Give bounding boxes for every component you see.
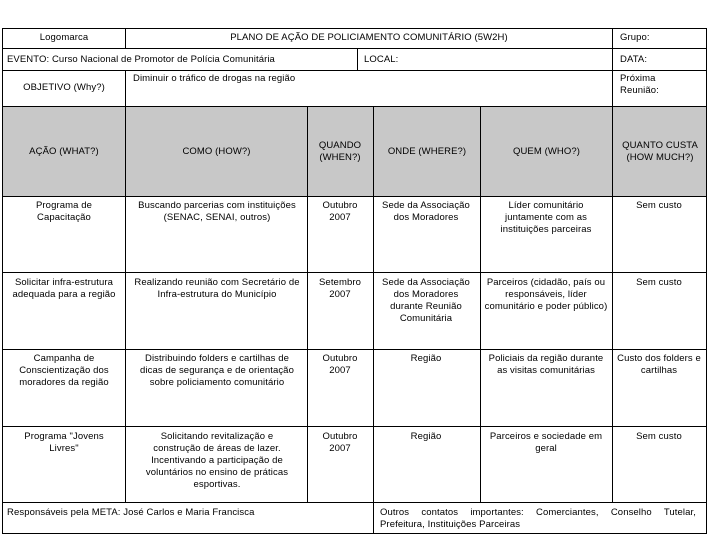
- cell-when: Outubro 2007: [322, 431, 358, 454]
- plan-title: PLANO DE AÇÃO DE POLICIAMENTO COMUNITÁRIO (5W2H): [230, 32, 508, 43]
- column-divider: [612, 70, 613, 106]
- cell-cost: Sem custo: [636, 431, 682, 442]
- column-header-cost: QUANTO CUSTA (HOW MUCH?): [622, 139, 698, 163]
- row-divider: [2, 426, 707, 427]
- cell-how: Realizando reunião com Secretário de Infra-estrutura do Município: [134, 277, 300, 300]
- row-divider: [2, 196, 707, 197]
- logo-placeholder: Logomarca: [39, 32, 89, 43]
- table-border-right: [706, 28, 707, 534]
- cell-what: Programa de Capacitação: [35, 200, 93, 223]
- table-border-left: [2, 28, 3, 534]
- local-label: LOCAL:: [364, 54, 399, 65]
- column-divider: [125, 70, 126, 106]
- cell-how: Buscando parcerias com instituições (SENAC, SENAI, outros): [138, 200, 296, 223]
- cell-how: Solicitando revitalização e construção de áreas de lazer. Incentivando a participação de voluntários no ensino de práticas esportivas.: [145, 431, 289, 490]
- cell-cost: Sem custo: [636, 277, 682, 288]
- table-border-top: [2, 28, 707, 29]
- column-divider: [307, 106, 308, 502]
- column-divider: [373, 502, 374, 533]
- row-divider: [2, 502, 707, 503]
- row-divider: [2, 70, 707, 71]
- cell-where: Região: [410, 353, 442, 364]
- cell-who: Parceiros e sociedade em geral: [489, 431, 603, 454]
- column-header-where: ONDE (WHERE?): [387, 145, 467, 157]
- row-divider: [2, 48, 707, 49]
- next-meeting-label: [620, 73, 706, 97]
- cell-when: Outubro 2007: [322, 353, 358, 376]
- column-header-who: QUEM (WHO?): [512, 145, 581, 157]
- cell-how: Distribuindo folders e cartilhas de dicas de segurança e de orientação sobre policiamento comunitário: [140, 353, 294, 388]
- cell-cost: Sem custo: [636, 200, 682, 211]
- cell-who: Parceiros (cidadão, país ou responsáveis, líder comunitário e poder público): [484, 277, 608, 312]
- row-divider: [2, 272, 707, 273]
- table-border-bottom: [2, 533, 707, 534]
- objective-value: Diminuir o tráfico de drogas na região: [133, 73, 296, 84]
- column-divider: [612, 106, 613, 502]
- cell-what: Campanha de Conscientização dos moradores da região: [19, 353, 109, 388]
- column-divider: [357, 48, 358, 70]
- cell-what: Programa "Jovens Livres": [24, 431, 104, 454]
- other-contacts: Outros contatos importantes: Comerciantes, Conselho Tutelar, Prefeitura, Instituições Parceiras: [380, 507, 696, 530]
- cell-cost: Custo dos folders e cartilhas: [617, 353, 701, 376]
- column-header-when: QUANDO (WHEN?): [318, 139, 362, 163]
- next-meeting-line: Reunião:: [620, 85, 659, 96]
- column-header-what: AÇÃO (WHAT?): [29, 145, 99, 157]
- cell-who: Policiais da região durante as visitas comunitárias: [488, 353, 604, 376]
- column-divider: [612, 48, 613, 70]
- event-label: EVENTO: Curso Nacional de Promotor de Polícia Comunitária: [7, 54, 275, 65]
- column-header-how: COMO (HOW?): [182, 145, 251, 157]
- cell-where: Região: [410, 431, 442, 442]
- cell-when: Outubro 2007: [322, 200, 358, 223]
- row-divider: [2, 349, 707, 350]
- cell-where: Sede da Associação dos Moradores durante Reunião Comunitária: [382, 277, 470, 324]
- cell-when: Setembro 2007: [319, 277, 361, 300]
- cell-what: Solicitar infra-estrutura adequada para a região: [12, 277, 116, 300]
- cell-where: Sede da Associação dos Moradores: [382, 200, 470, 223]
- group-label: Grupo:: [620, 32, 650, 43]
- cell-who: Líder comunitário juntamente com as instituições parceiras: [500, 200, 592, 235]
- next-meeting-line: Próxima: [620, 73, 656, 84]
- column-divider: [612, 28, 613, 48]
- objective-label: OBJETIVO (Why?): [23, 82, 105, 93]
- responsible-label: Responsáveis pela META: José Carlos e Maria Francisca: [7, 507, 255, 518]
- date-label: DATA:: [620, 54, 648, 65]
